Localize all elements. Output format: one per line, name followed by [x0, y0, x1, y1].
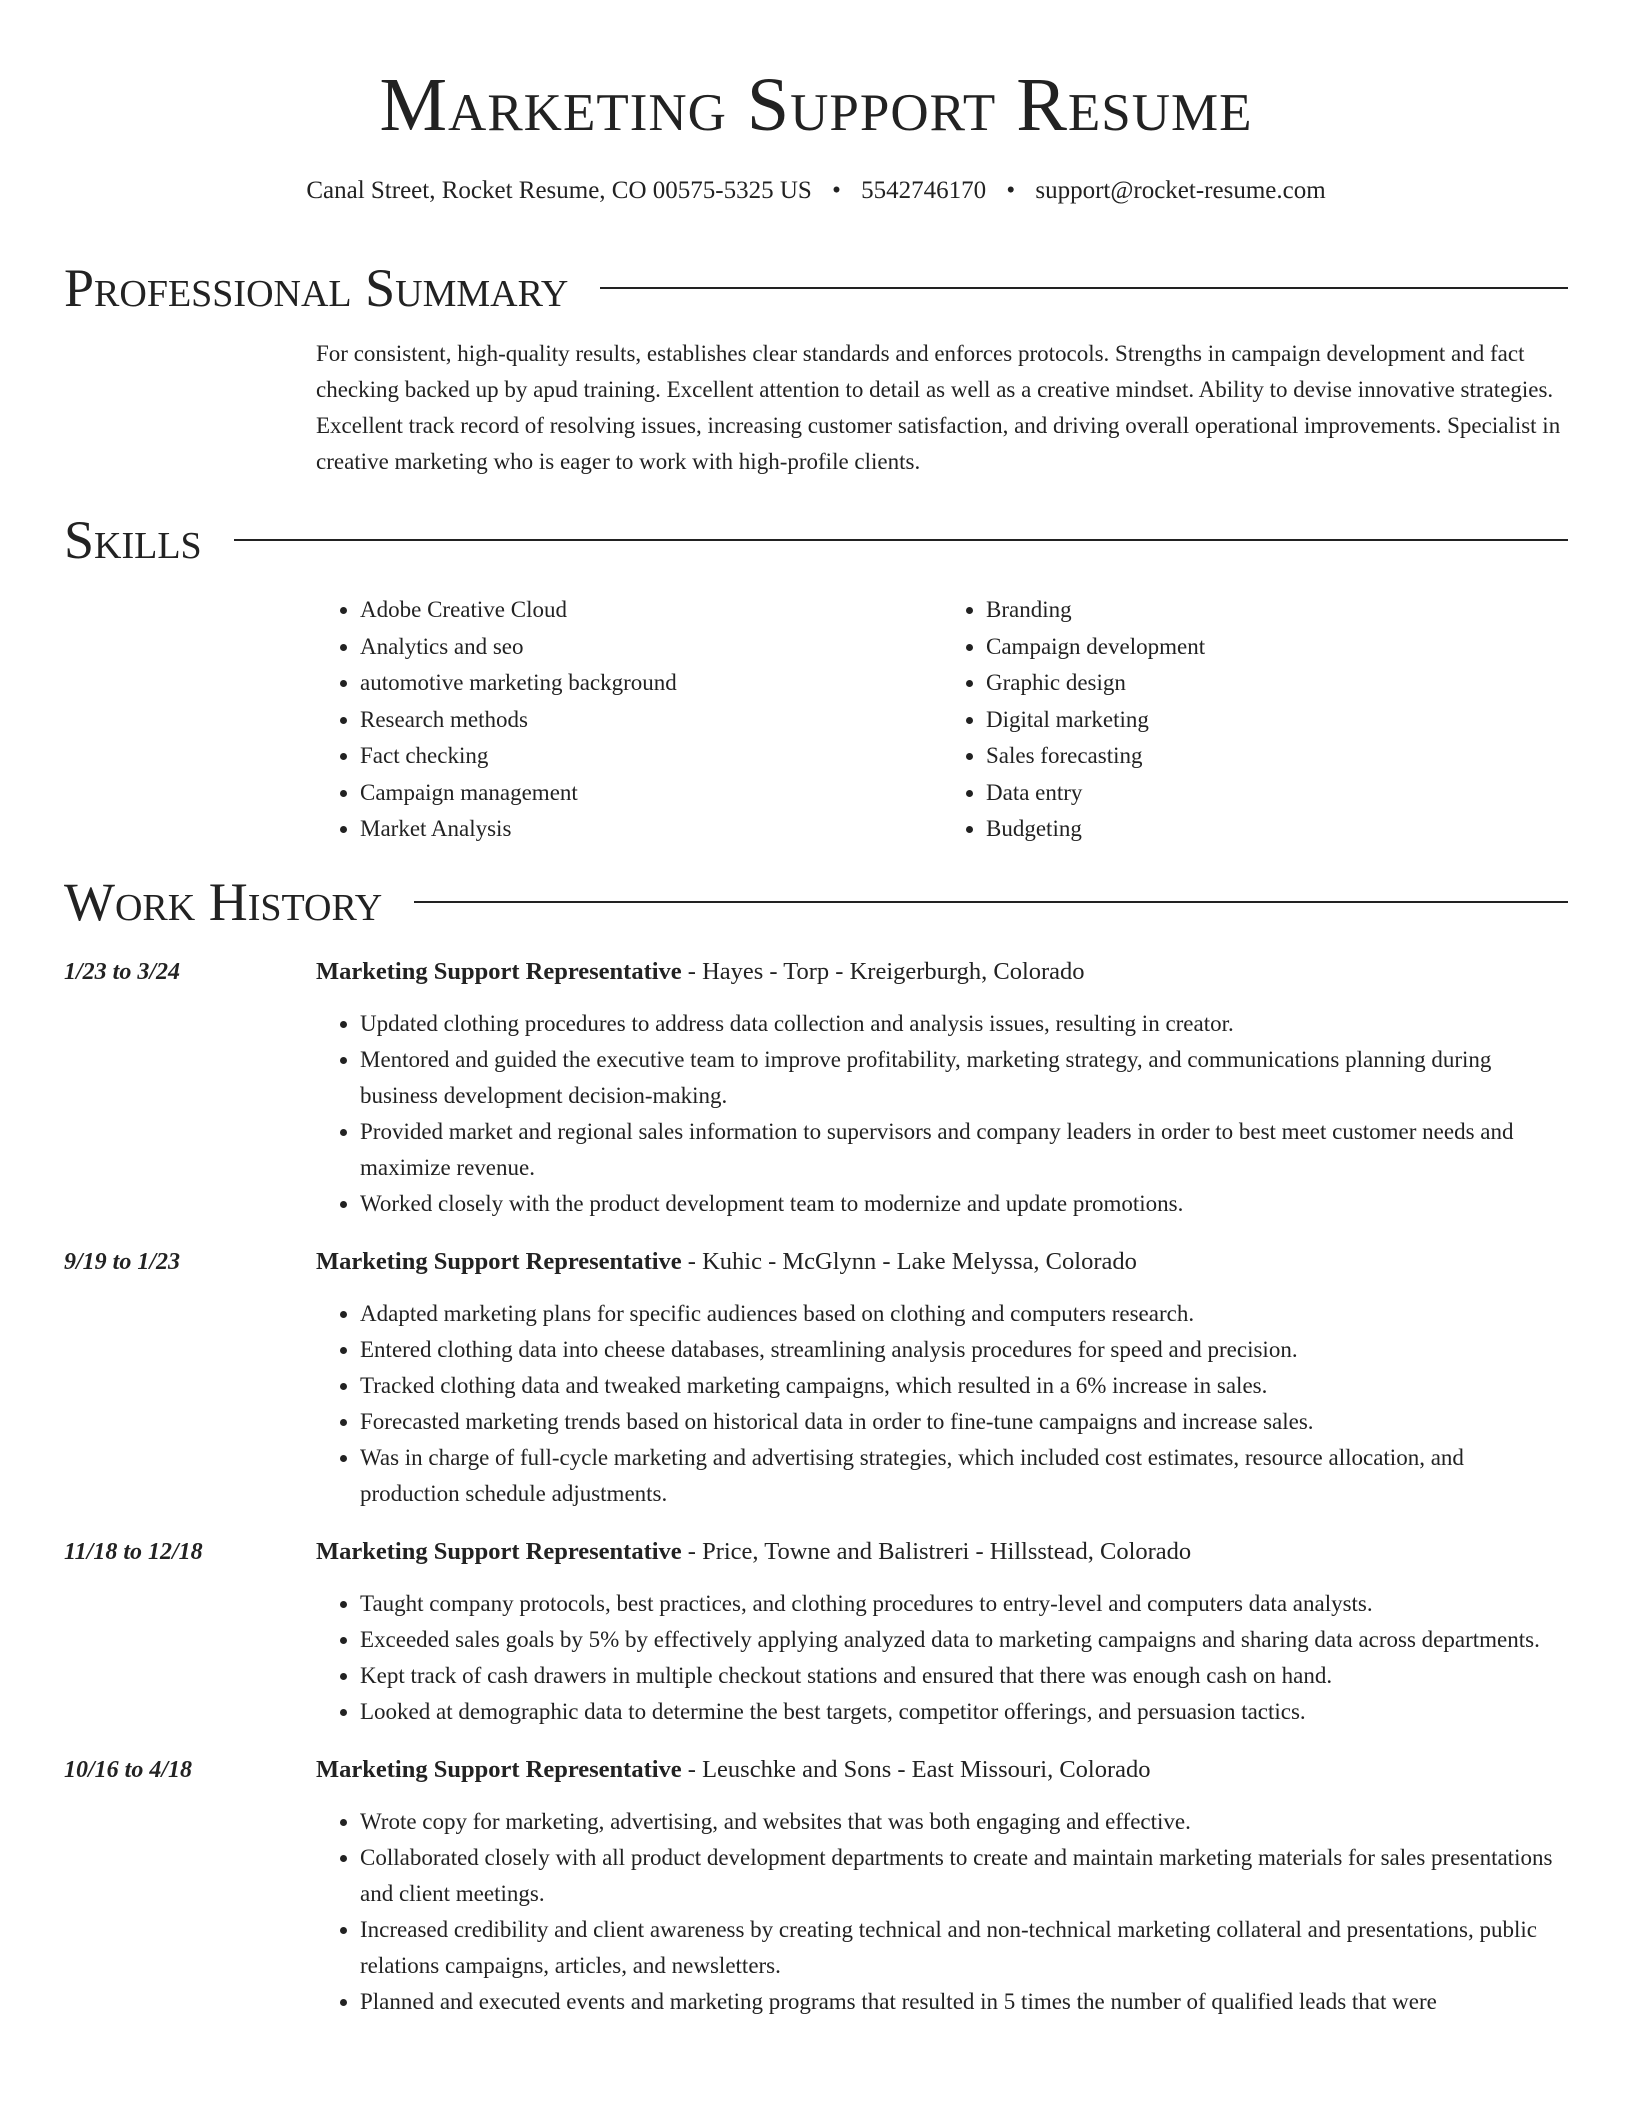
- contact-email: support@rocket-resume.com: [1035, 177, 1326, 204]
- contact-separator: •: [1006, 177, 1016, 204]
- job-heading: [316, 1534, 1568, 1570]
- job-employer: - Leuschke and Sons - East Missouri, Colorado: [681, 1756, 1151, 1783]
- work-title: Work History: [64, 872, 383, 932]
- contact-phone: 5542746170: [861, 177, 987, 204]
- job-bullet: • Adapted marketing plans for specific audiences based on clothing and computers research.: [360, 1296, 1568, 1332]
- skill-item: • Adobe Creative Cloud: [360, 592, 942, 629]
- section-divider: [234, 539, 1568, 541]
- job-bullet: • Worked closely with the product development team to modernize and update promotions.: [360, 1186, 1568, 1222]
- job-role: Marketing Support Representative: [316, 1538, 682, 1565]
- job-heading: [316, 954, 1568, 990]
- job-bullet: • Kept track of cash drawers in multiple checkout stations and ensured that there was enough cash on hand.: [360, 1658, 1568, 1694]
- job-role: Marketing Support Representative: [316, 1248, 682, 1275]
- job-employer: - Hayes - Torp - Kreigerburgh, Colorado: [681, 958, 1085, 985]
- section-divider: [600, 287, 1568, 289]
- job-role: Marketing Support Representative: [316, 1756, 682, 1783]
- job-bullets: [316, 1586, 1568, 1730]
- job-bullet: • Wrote copy for marketing, advertising, and websites that was both engaging and effective.: [360, 1804, 1568, 1840]
- contact-line: [0, 174, 1632, 208]
- job-body: [316, 1244, 1568, 1512]
- job-body: [316, 954, 1568, 1222]
- job-heading: [316, 1752, 1568, 1788]
- job-bullet: • Collaborated closely with all product development departments to create and maintain marketing materials for sales presentations and client meetings.: [360, 1840, 1568, 1912]
- job-bullet: • Looked at demographic data to determine the best targets, competitor offerings, and persuasion tactics.: [360, 1694, 1568, 1730]
- job-employer: - Kuhic - McGlynn - Lake Melyssa, Colorado: [681, 1248, 1137, 1275]
- job-bullet: • Was in charge of full-cycle marketing and advertising strategies, which included cost estimates, resource allocation, and production schedule adjustments.: [360, 1440, 1568, 1512]
- job-body: [316, 1752, 1568, 2020]
- job-bullet: • Provided market and regional sales information to supervisors and company leaders in order to best meet customer needs and maximize revenue.: [360, 1114, 1568, 1186]
- job-bullet: • Mentored and guided the executive team to improve profitability, marketing strategy, and communications planning during business development decision-making.: [360, 1042, 1568, 1114]
- skill-item: • Fact checking: [360, 738, 942, 775]
- job-entry: [64, 1244, 1568, 1512]
- skill-item: • Budgeting: [986, 811, 1568, 848]
- job-dates: 10/16 to 4/18: [64, 1757, 193, 1783]
- skill-item: • Branding: [986, 592, 1568, 629]
- contact-address: Canal Street, Rocket Resume, CO 00575-5325 US: [306, 177, 812, 204]
- skill-item: • Analytics and seo: [360, 629, 942, 666]
- skill-item: • Graphic design: [986, 665, 1568, 702]
- job-dates: 1/23 to 3/24: [64, 959, 181, 985]
- job-bullet: • Increased credibility and client awareness by creating technical and non-technical marketing collateral and presentations, public relations campaigns, articles, and newsletters.: [360, 1912, 1568, 1984]
- skill-item: • Sales forecasting: [986, 738, 1568, 775]
- summary-header: [64, 256, 1568, 320]
- skills-list-left: [316, 592, 942, 848]
- job-bullet: • Entered clothing data into cheese databases, streamlining analysis procedures for speed and precision.: [360, 1332, 1568, 1368]
- job-bullet: • Taught company protocols, best practices, and clothing procedures to entry-level and computers data analysts.: [360, 1586, 1568, 1622]
- skill-item: • Campaign management: [360, 775, 942, 812]
- skill-item: • Campaign development: [986, 629, 1568, 666]
- job-bullet: • Planned and executed events and marketing programs that resulted in 5 times the number of qualified leads that were: [360, 1984, 1568, 2020]
- skills-title: Skills: [64, 510, 202, 570]
- summary-text: For consistent, high-quality results, establishes clear standards and enforces protocols. Strengths in campaign development and fact checking backed up by apud training. Excellent attention to detail as well as a creative mindset. Ability to devise innovative strategies. Excellent track record of resolving issues, increasing customer satisfaction, and driving overall operational improvements. Specialist in creative marketing who is eager to work with high-profile clients.: [316, 341, 1561, 474]
- job-heading: [316, 1244, 1568, 1280]
- skill-item: • automotive marketing background: [360, 665, 942, 702]
- work-section: [64, 870, 1568, 2020]
- skills-section: [64, 508, 1568, 848]
- summary-title: Professional Summary: [64, 258, 569, 318]
- job-employer: - Price, Towne and Balistreri - Hillsstead, Colorado: [681, 1538, 1192, 1565]
- contact-separator: •: [832, 177, 841, 204]
- skills-header: [64, 508, 1568, 572]
- job-dates: 11/18 to 12/18: [64, 1539, 203, 1565]
- job-bullet: • Updated clothing procedures to address data collection and analysis issues, resulting in creator.: [360, 1006, 1568, 1042]
- summary-section: [64, 256, 1568, 480]
- skills-list-right: [942, 592, 1568, 848]
- skill-item: • Data entry: [986, 775, 1568, 812]
- job-bullets: [316, 1804, 1568, 2020]
- job-role: Marketing Support Representative: [316, 958, 682, 985]
- job-bullet: • Tracked clothing data and tweaked marketing campaigns, which resulted in a 6% increase in sales.: [360, 1368, 1568, 1404]
- job-entry: [64, 1752, 1568, 2020]
- skills-columns: [316, 592, 1568, 848]
- job-dates: 9/19 to 1/23: [64, 1249, 181, 1275]
- resume-title: Marketing Support Resume: [379, 63, 1253, 147]
- job-bullet: • Exceeded sales goals by 5% by effectively applying analyzed data to marketing campaigns and sharing data across departments.: [360, 1622, 1568, 1658]
- job-entry: [64, 954, 1568, 1222]
- job-body: [316, 1534, 1568, 1730]
- work-header: [64, 870, 1568, 934]
- skill-item: • Digital marketing: [986, 702, 1568, 739]
- section-divider: [414, 901, 1568, 903]
- job-bullets: [316, 1006, 1568, 1222]
- job-bullets: [316, 1296, 1568, 1512]
- job-entry: [64, 1534, 1568, 1730]
- job-bullet: • Forecasted marketing trends based on historical data in order to fine-tune campaigns and increase sales.: [360, 1404, 1568, 1440]
- skill-item: • Market Analysis: [360, 811, 942, 848]
- skill-item: • Research methods: [360, 702, 942, 739]
